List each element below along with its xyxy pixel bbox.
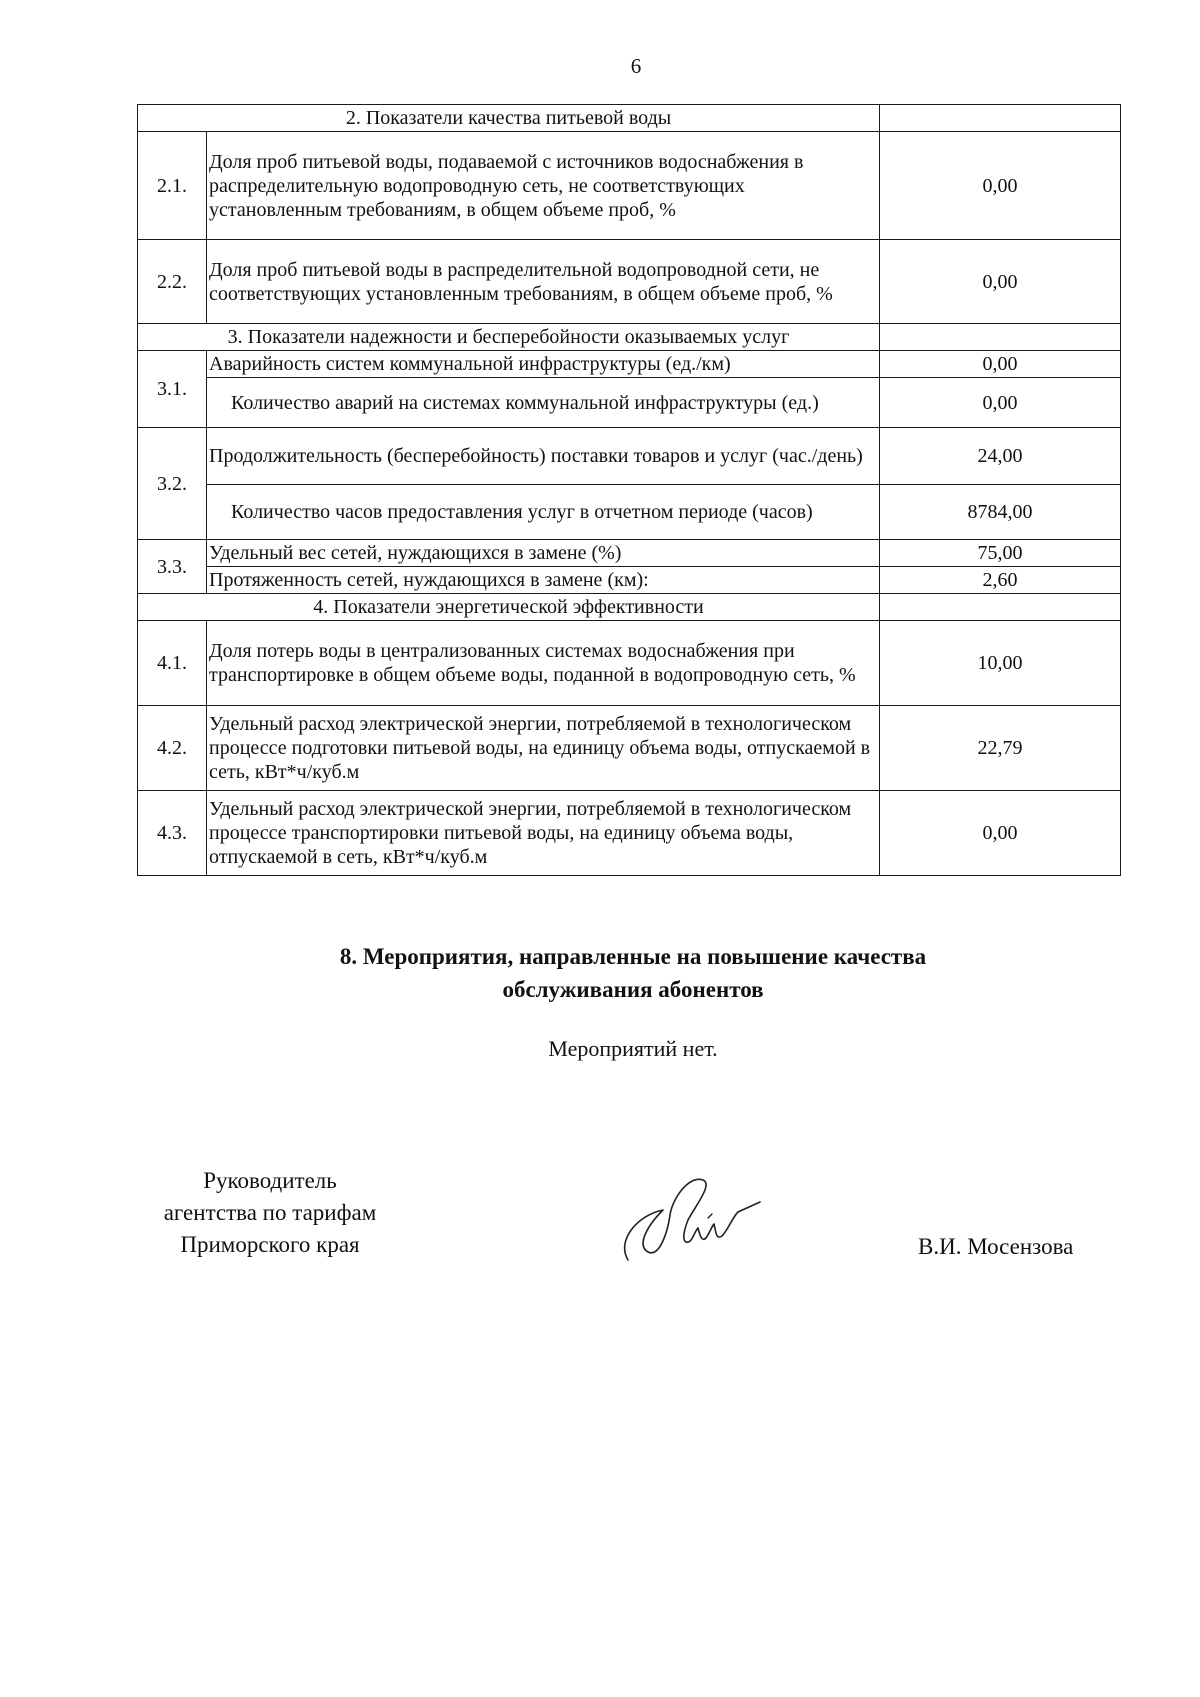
table-row <box>138 240 1121 324</box>
table-row <box>138 567 1121 594</box>
section-header-row <box>138 324 1121 351</box>
section-8-heading-line: 8. Мероприятия, направленные на повышение качества <box>339 944 927 969</box>
section-8-heading <box>0 940 1200 1006</box>
section-value-empty <box>880 105 1121 132</box>
row-description: Протяженность сетей, нуждающихся в замене (км): <box>207 567 880 594</box>
section-header-row <box>138 594 1121 621</box>
row-description: Количество часов предоставления услуг в отчетном периоде (часов) <box>207 485 880 540</box>
row-description: Доля потерь воды в централизованных системах водоснабжения при транспортировке в общем объеме воды, поданной в водопроводную сеть, % <box>207 621 880 706</box>
table-row <box>138 378 1121 428</box>
row-value: 0,00 <box>880 132 1121 240</box>
row-description: Продолжительность (бесперебойность) поставки товаров и услуг (час./день) <box>207 428 880 485</box>
section-title: 3. Показатели надежности и бесперебойности оказываемых услуг <box>138 324 880 351</box>
page-number: 6 <box>630 54 642 78</box>
row-value: 0,00 <box>880 378 1121 428</box>
row-value: 75,00 <box>880 540 1121 567</box>
row-value: 0,00 <box>880 351 1121 378</box>
signer-position <box>120 1165 420 1261</box>
section-title: 2. Показатели качества питьевой воды <box>138 105 880 132</box>
row-description: Аварийность систем коммунальной инфраструктуры (ед./км) <box>207 351 880 378</box>
handwritten-signature <box>608 1170 768 1270</box>
row-value: 0,00 <box>880 791 1121 876</box>
table-row <box>138 428 1121 485</box>
row-number: 4.2. <box>138 706 207 791</box>
row-number: 3.2. <box>138 428 207 540</box>
row-value: 8784,00 <box>880 485 1121 540</box>
signer-name: В.И. Мосензова <box>918 1234 1074 1259</box>
row-value: 2,60 <box>880 567 1121 594</box>
section-header-row <box>138 105 1121 132</box>
section-title: 4. Показатели энергетической эффективности <box>138 594 880 621</box>
row-value: 0,00 <box>880 240 1121 324</box>
row-value: 10,00 <box>880 621 1121 706</box>
section-value-empty <box>880 594 1121 621</box>
signer-position-line: Приморского края <box>180 1232 360 1257</box>
row-description: Удельный вес сетей, нуждающихся в замене (%) <box>207 540 880 567</box>
indicators-table <box>137 104 1121 876</box>
signer-position-line: агентства по тарифам <box>163 1200 377 1225</box>
row-description: Количество аварий на системах коммунальной инфраструктуры (ед.) <box>207 378 880 428</box>
signer-position-line: Руководитель <box>203 1168 337 1193</box>
row-description: Доля проб питьевой воды в распределительной водопроводной сети, не соответствующих установленным требованиям, в общем объеме проб, % <box>207 240 880 324</box>
section-value-empty <box>880 324 1121 351</box>
no-measures-text: Мероприятий нет. <box>548 1036 718 1061</box>
section-8-heading-line: обслуживания абонентов <box>502 977 764 1002</box>
row-number: 3.3. <box>138 540 207 594</box>
row-description: Удельный расход электрической энергии, потребляемой в технологическом процессе подготовки питьевой воды, на единицу объема воды, отпускаемой в сеть, кВт*ч/куб.м <box>207 706 880 791</box>
row-number: 4.1. <box>138 621 207 706</box>
row-number: 4.3. <box>138 791 207 876</box>
table-row <box>138 791 1121 876</box>
table-row <box>138 540 1121 567</box>
table-row <box>138 485 1121 540</box>
table-row <box>138 621 1121 706</box>
table-row <box>138 351 1121 378</box>
row-description: Удельный расход электрической энергии, потребляемой в технологическом процессе транспортировки питьевой воды, на единицу объема воды, отпускаемой в сеть, кВт*ч/куб.м <box>207 791 880 876</box>
row-value: 24,00 <box>880 428 1121 485</box>
row-number: 2.2. <box>138 240 207 324</box>
table-row <box>138 132 1121 240</box>
row-number: 3.1. <box>138 351 207 428</box>
row-number: 2.1. <box>138 132 207 240</box>
table-row <box>138 706 1121 791</box>
row-value: 22,79 <box>880 706 1121 791</box>
row-description: Доля проб питьевой воды, подаваемой с источников водоснабжения в распределительную водопроводную сеть, не соответствующих установленным требованиям, в общем объеме проб, % <box>207 132 880 240</box>
